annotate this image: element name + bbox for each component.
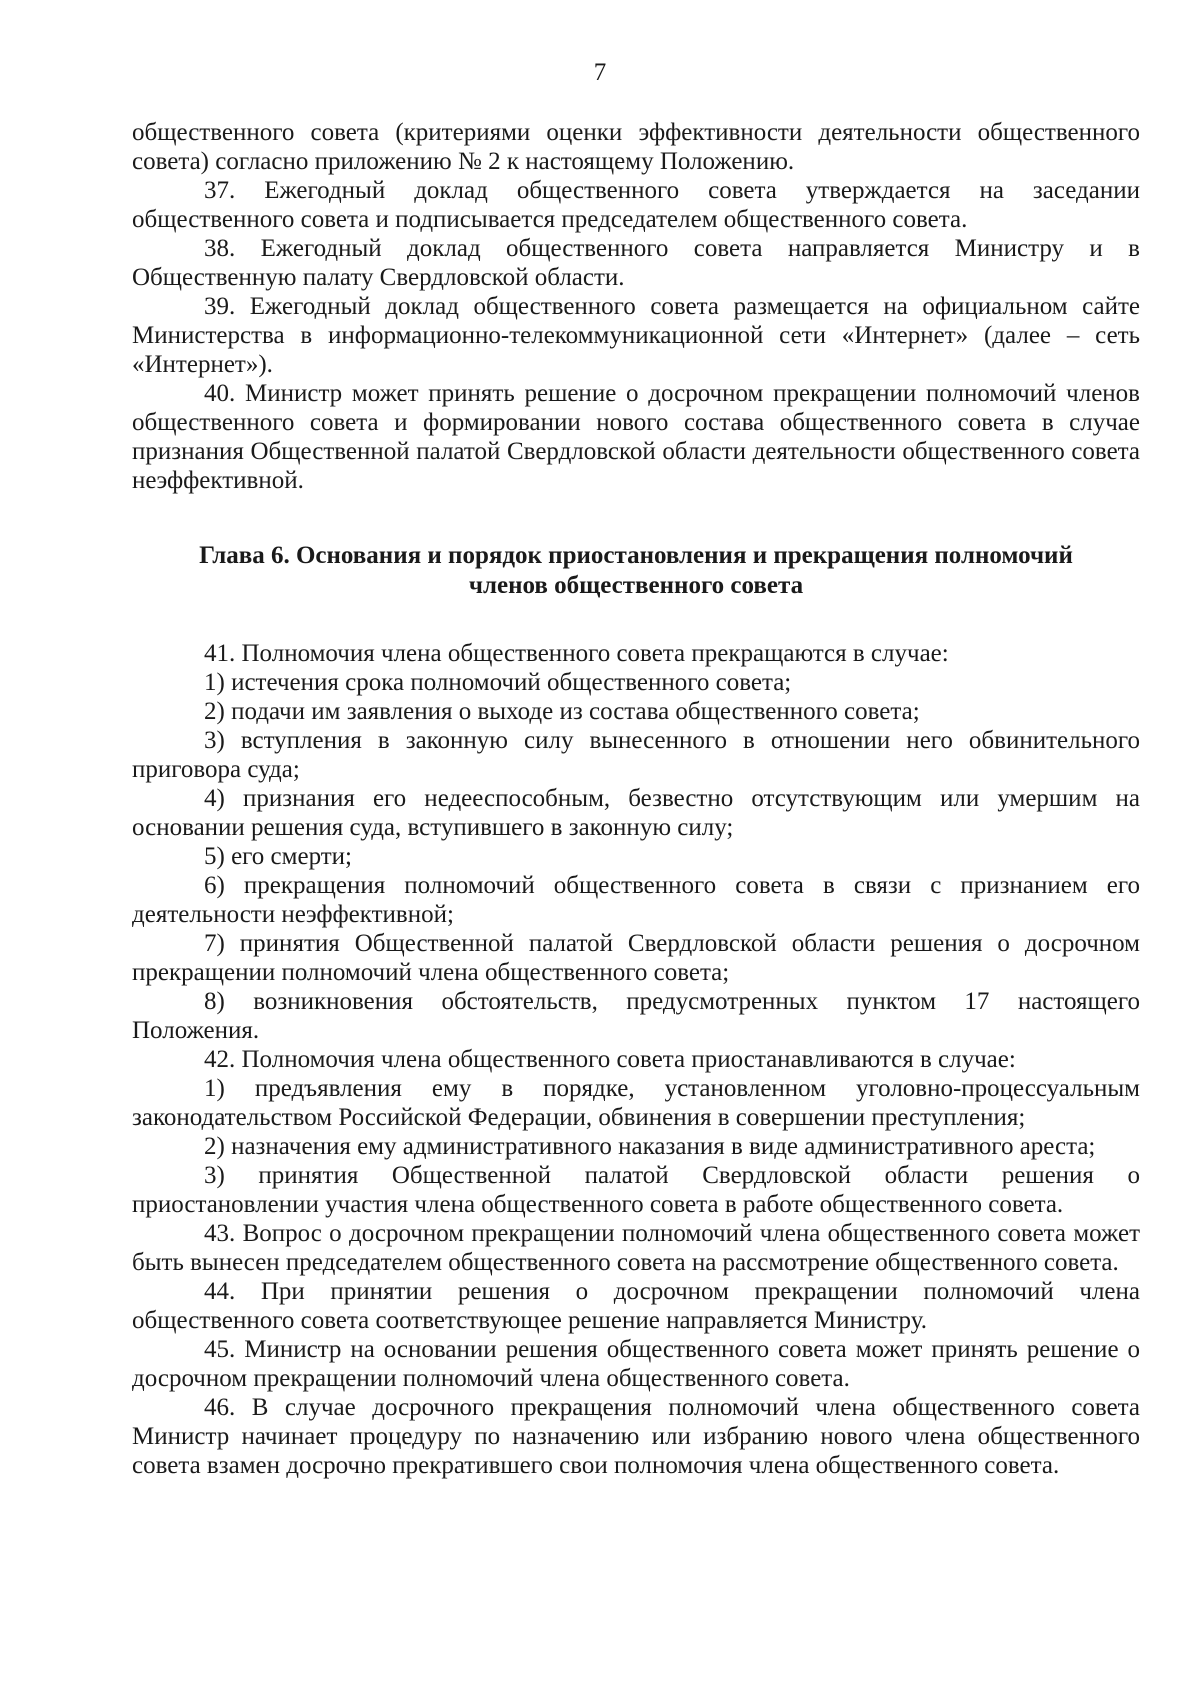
list-item: 5) его смерти; bbox=[204, 843, 352, 870]
paragraph-42: 42. Полномочия члена общественного совета приостанавливаются в случае: bbox=[204, 1046, 1016, 1073]
paragraph-43: 43. Вопрос о досрочном прекращении полномочий члена общественного совета может быть вынесен председателем общественного совета на рассмотрение общественного совета. bbox=[132, 1220, 1140, 1276]
chapter-heading-line-1: Глава 6. Основания и порядок приостановления и прекращения полномочий bbox=[199, 542, 1073, 569]
list-item: 2) подачи им заявления о выходе из состава общественного совета; bbox=[204, 698, 920, 725]
paragraph-44: 44. При принятии решения о досрочном прекращении полномочий члена общественного совета соответствующее решение направляется Министру. bbox=[132, 1278, 1140, 1334]
list-item: 8) возникновения обстоятельств, предусмотренных пунктом 17 настоящего Положения. bbox=[132, 988, 1140, 1044]
list-item: 1) предъявления ему в порядке, установленном уголовно-процессуальным законодательством Российской Федерации, обвинения в совершении преступления; bbox=[132, 1075, 1140, 1131]
paragraph-continuation: общественного совета (критериями оценки эффективности деятельности общественного совета) согласно приложению № 2 к настоящему Положению. bbox=[132, 119, 1140, 175]
list-item: 2) назначения ему административного наказания в виде административного ареста; bbox=[204, 1133, 1096, 1160]
list-item: 7) принятия Общественной палатой Свердловской области решения о досрочном прекращении полномочий члена общественного совета; bbox=[132, 930, 1140, 986]
paragraph-40: 40. Министр может принять решение о досрочном прекращении полномочий членов общественного совета и формировании нового состава общественного совета в случае признания Общественной палатой Свердловской области деятельности общественного совета неэффективной. bbox=[132, 380, 1140, 494]
paragraph-45: 45. Министр на основании решения общественного совета может принять решение о досрочном прекращении полномочий члена общественного совета. bbox=[132, 1336, 1140, 1392]
chapter-heading-line-2: членов общественного совета bbox=[468, 572, 804, 599]
paragraph-41: 41. Полномочия члена общественного совета прекращаются в случае: bbox=[204, 640, 949, 667]
list-item: 4) признания его недееспособным, безвестно отсутствующим или умершим на основании решения суда, вступившего в законную силу; bbox=[132, 785, 1140, 841]
paragraph-37: 37. Ежегодный доклад общественного совета утверждается на заседании общественного совета и подписывается председателем общественного совета. bbox=[132, 177, 1140, 233]
paragraph-39: 39. Ежегодный доклад общественного совета размещается на официальном сайте Министерства в информационно-телекоммуникационной сети «Интернет» (далее – сеть «Интернет»). bbox=[132, 293, 1140, 378]
list-item: 3) принятия Общественной палатой Свердловской области решения о приостановлении участия члена общественного совета в работе общественного совета. bbox=[132, 1162, 1140, 1218]
paragraph-46: 46. В случае досрочного прекращения полномочий члена общественного совета Министр начинает процедуру по назначению или избранию нового члена общественного совета взамен досрочно прекратившего свои полномочия члена общественного совета. bbox=[132, 1394, 1140, 1479]
page-number: 7 bbox=[593, 59, 607, 86]
list-item: 3) вступления в законную силу вынесенного в отношении него обвинительного приговора суда; bbox=[132, 727, 1140, 783]
document-body bbox=[132, 118, 1140, 1480]
chapter-heading bbox=[132, 541, 1140, 601]
section-before-chapter bbox=[132, 118, 1140, 495]
list-item: 6) прекращения полномочий общественного совета в связи с признанием его деятельности неэффективной; bbox=[132, 872, 1140, 928]
list-item: 1) истечения срока полномочий общественного совета; bbox=[204, 669, 792, 696]
section-after-chapter bbox=[132, 639, 1140, 1480]
paragraph-38: 38. Ежегодный доклад общественного совета направляется Министру и в Общественную палату Свердловской области. bbox=[132, 235, 1140, 291]
